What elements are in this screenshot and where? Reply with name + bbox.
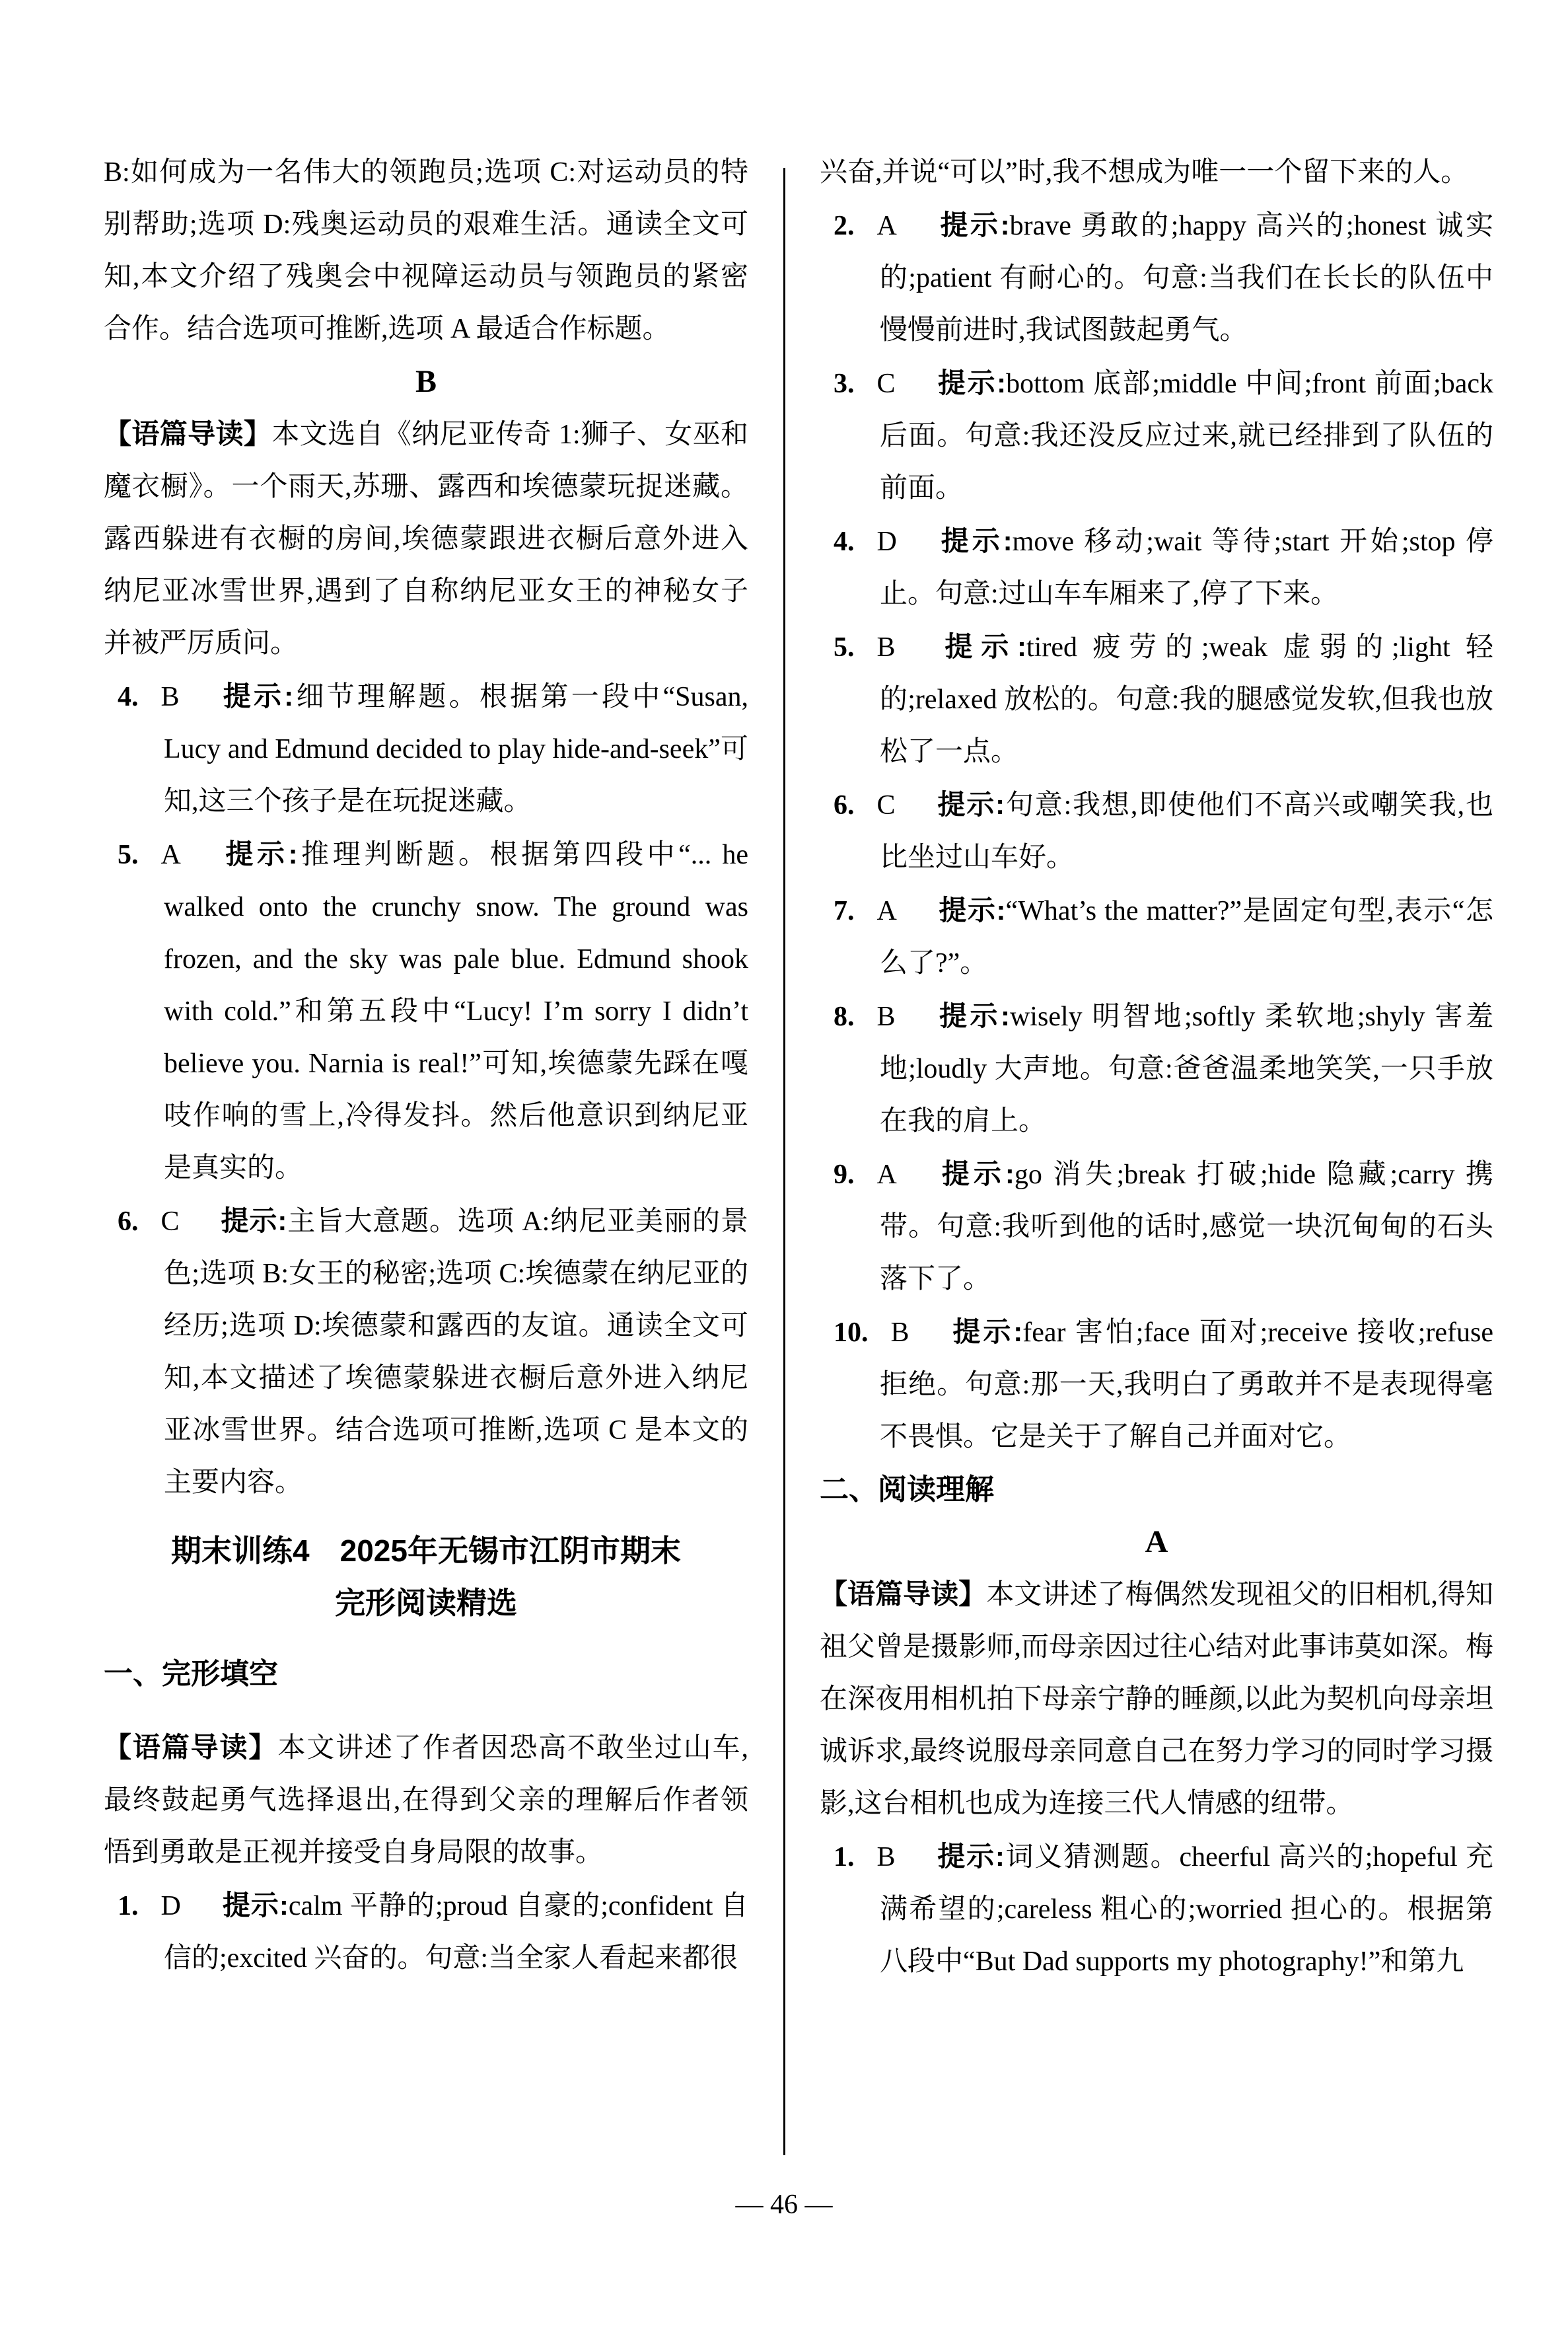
- item-answer: A: [160, 840, 181, 870]
- answer-item: [820, 515, 1493, 620]
- training-heading-line1: 期末训练4 2025年无锡市江阴市期末: [171, 1533, 681, 1568]
- item-answer: D: [160, 1891, 181, 1921]
- answer-item: [820, 1830, 1493, 1988]
- hint-label: 提示:: [220, 681, 294, 712]
- item-number: 1.: [834, 1842, 855, 1872]
- item-number: 1.: [118, 1891, 139, 1921]
- item-answer: B: [160, 682, 180, 712]
- item-text: bottom 底部;middle 中间;front 前面;back 后面。句意:我还没反应过来,就已经排到了队伍的前面。: [880, 369, 1493, 503]
- hint-label: 提示:: [936, 1841, 1005, 1872]
- passage-intro: [104, 408, 748, 670]
- answer-item: [820, 990, 1493, 1148]
- intro-label: 【语篇导读】: [104, 418, 272, 449]
- section-heading-cloze: 一、完形填空: [104, 1658, 278, 1690]
- column-divider: [783, 168, 785, 2155]
- answer-item: [104, 1195, 748, 1509]
- hint-label: 提示:: [936, 1000, 1010, 1031]
- answer-item: [104, 828, 748, 1195]
- item-number: 6.: [118, 1206, 139, 1237]
- item-answer: C: [160, 1206, 180, 1237]
- hint-label: 提示:: [937, 1158, 1015, 1189]
- answer-item: [820, 884, 1493, 990]
- item-answer: A: [876, 896, 897, 926]
- passage-intro: [820, 1568, 1493, 1830]
- intro-label: 【语篇导读】: [820, 1578, 987, 1609]
- hint-label: 提示:: [937, 895, 1006, 926]
- item-number: 5.: [834, 632, 855, 663]
- passage-section-letter-a: A: [1145, 1524, 1168, 1559]
- item-answer: A: [876, 211, 897, 241]
- item-number: 8.: [834, 1002, 855, 1032]
- item-number: 10.: [834, 1317, 869, 1348]
- item-number: 9.: [834, 1160, 855, 1190]
- hint-label: 提示:: [936, 631, 1027, 662]
- item-answer: C: [876, 790, 896, 821]
- item-number: 2.: [834, 211, 855, 241]
- section-heading-reading: 二、阅读理解: [820, 1473, 994, 1506]
- item-text: fear 害怕;face 面对;receive 接收;refuse 拒绝。句意:那一天,我明白了勇敢并不是表现得毫不畏惧。它是关于了解自己并面对它。: [880, 1317, 1493, 1452]
- training-heading-line2: 完形阅读精选: [335, 1586, 517, 1620]
- intro-text: 本文讲述了梅偶然发现祖父的旧相机,得知祖父曾是摄影师,而母亲因过往心结对此事讳莫如深。梅在深夜用相机拍下母亲宁静的睡颜,以此为契机向母亲坦诚诉求,最终说服母亲同意自己在努力学习的同时学习摄影,这台相机也成为连接三代人情感的纽带。: [820, 1580, 1493, 1819]
- intro-label: 【语篇导读】: [104, 1732, 278, 1763]
- item-answer: C: [876, 369, 896, 399]
- item-text: 句意:我想,即使他们不高兴或嘲笑我,也比坐过山车好。: [880, 790, 1493, 873]
- item-answer: D: [876, 527, 897, 557]
- answer-item: [820, 199, 1493, 357]
- item-number: 3.: [834, 369, 855, 399]
- item-text: “What’s the matter?”是固定句型,表示“怎么了?”。: [880, 896, 1493, 978]
- item-number: 4.: [834, 527, 855, 557]
- item-number: 7.: [834, 896, 855, 926]
- item-text: 细节理解题。根据第一段中“Susan, Lucy and Edmund decided to play hide-and-seek”可知,这三个孩子是在玩捉迷藏。: [164, 682, 748, 817]
- intro-text: 本文选自《纳尼亚传奇 1:狮子、女巫和魔衣橱》。一个雨天,苏珊、露西和埃德蒙玩捉迷藏。露西躲进有衣橱的房间,埃德蒙跟进衣橱后意外进入纳尼亚冰雪世界,遇到了自称纳尼亚女王的神秘女子并被严厉质问。: [104, 420, 748, 659]
- hint-label: 提示:: [936, 789, 1005, 820]
- item-answer: B: [876, 1002, 896, 1032]
- item-text: move 移动;wait 等待;start 开始;stop 停止。句意:过山车车厢来了,停了下来。: [880, 527, 1493, 609]
- answer-item: [104, 670, 748, 828]
- answer-item: [820, 1148, 1493, 1306]
- item-text: 主旨大意题。选项 A:纳尼亚美丽的景色;选项 B:女王的秘密;选项 C:埃德蒙在纳尼亚的经历;选项 D:埃德蒙和露西的友谊。通读全文可知,本文描述了埃德蒙躲进衣橱后意外进入纳尼亚冰雪世界。结合选项可推断,选项 C 是本文的主要内容。: [164, 1206, 748, 1498]
- hint-label: 提示:: [936, 367, 1007, 398]
- intro-text: 本文讲述了作者因恐高不敢坐过山车,最终鼓起勇气选择退出,在得到父亲的理解后作者领悟到勇敢是正视并接受自身局限的故事。: [104, 1733, 748, 1868]
- item-text: 推理判断题。根据第四段中“... he walked onto the crunchy snow. The ground was frozen, and the sky was pale blue. Edmund shook with cold.”和第五段中“Lucy! I’m sorry I didn’t believe you. Narnia is real!”可知,埃德蒙先踩在嘎吱作响的雪上,冷得发抖。然后他意识到纳尼亚是真实的。: [164, 840, 748, 1183]
- page-number: — 46 —: [735, 2190, 833, 2220]
- item-text: wisely 明智地;softly 柔软地;shyly 害羞地;loudly 大声地。句意:爸爸温柔地笑笑,一只手放在我的肩上。: [880, 1002, 1493, 1136]
- passage-section-letter-b: B: [415, 364, 437, 399]
- hint-label: 提示:: [221, 1890, 289, 1921]
- item-answer: B: [876, 1842, 896, 1872]
- answer-item: [820, 1306, 1493, 1463]
- answer-item: [104, 1879, 748, 1985]
- hint-label: 提示:: [220, 1205, 287, 1236]
- prev-item-continuation: 兴奋,并说“可以”时,我不想成为唯一一个留下来的人。: [820, 157, 1469, 188]
- item-answer: B: [876, 632, 896, 663]
- hint-label: 提示:: [937, 525, 1013, 556]
- item-text: go 消失;break 打破;hide 隐藏;carry 携带。句意:我听到他的话时,感觉一块沉甸甸的石头落下了。: [880, 1160, 1493, 1294]
- item-answer: B: [890, 1317, 909, 1348]
- hint-label: 提示:: [221, 838, 298, 869]
- prev-item-continuation: B:如何成为一名伟大的领跑员;选项 C:对运动员的特别帮助;选项 D:残奥运动员的艰难生活。通读全文可知,本文介绍了残奥会中视障运动员与领跑员的紧密合作。结合选项可推断,选项 A 最适合作标题。: [104, 157, 748, 344]
- passage-intro: [104, 1721, 748, 1879]
- answer-item: [820, 620, 1493, 778]
- item-text: 词义猜测题。cheerful 高兴的;hopeful 充满希望的;careless 粗心的;worried 担心的。根据第八段中“But Dad supports my photography!”和第九: [880, 1842, 1493, 1977]
- answer-item: [820, 778, 1493, 884]
- left-column: [104, 147, 748, 1985]
- item-number: 5.: [118, 840, 139, 870]
- item-text: tired 疲劳的;weak 虚弱的;light 轻的;relaxed 放松的。句意:我的腿感觉发软,但我也放松了一点。: [880, 632, 1493, 767]
- right-column: [820, 147, 1493, 1988]
- hint-label: 提示:: [937, 209, 1010, 240]
- item-number: 4.: [118, 682, 139, 712]
- hint-label: 提示:: [950, 1316, 1023, 1347]
- answer-item: [820, 357, 1493, 515]
- item-number: 6.: [834, 790, 855, 821]
- item-answer: A: [876, 1160, 897, 1190]
- item-text: brave 勇敢的;happy 高兴的;honest 诚实的;patient 有耐心的。句意:当我们在长长的队伍中慢慢前进时,我试图鼓起勇气。: [880, 211, 1493, 346]
- item-text: calm 平静的;proud 自豪的;confident 自信的;excited 兴奋的。句意:当全家人看起来都很: [164, 1891, 748, 1974]
